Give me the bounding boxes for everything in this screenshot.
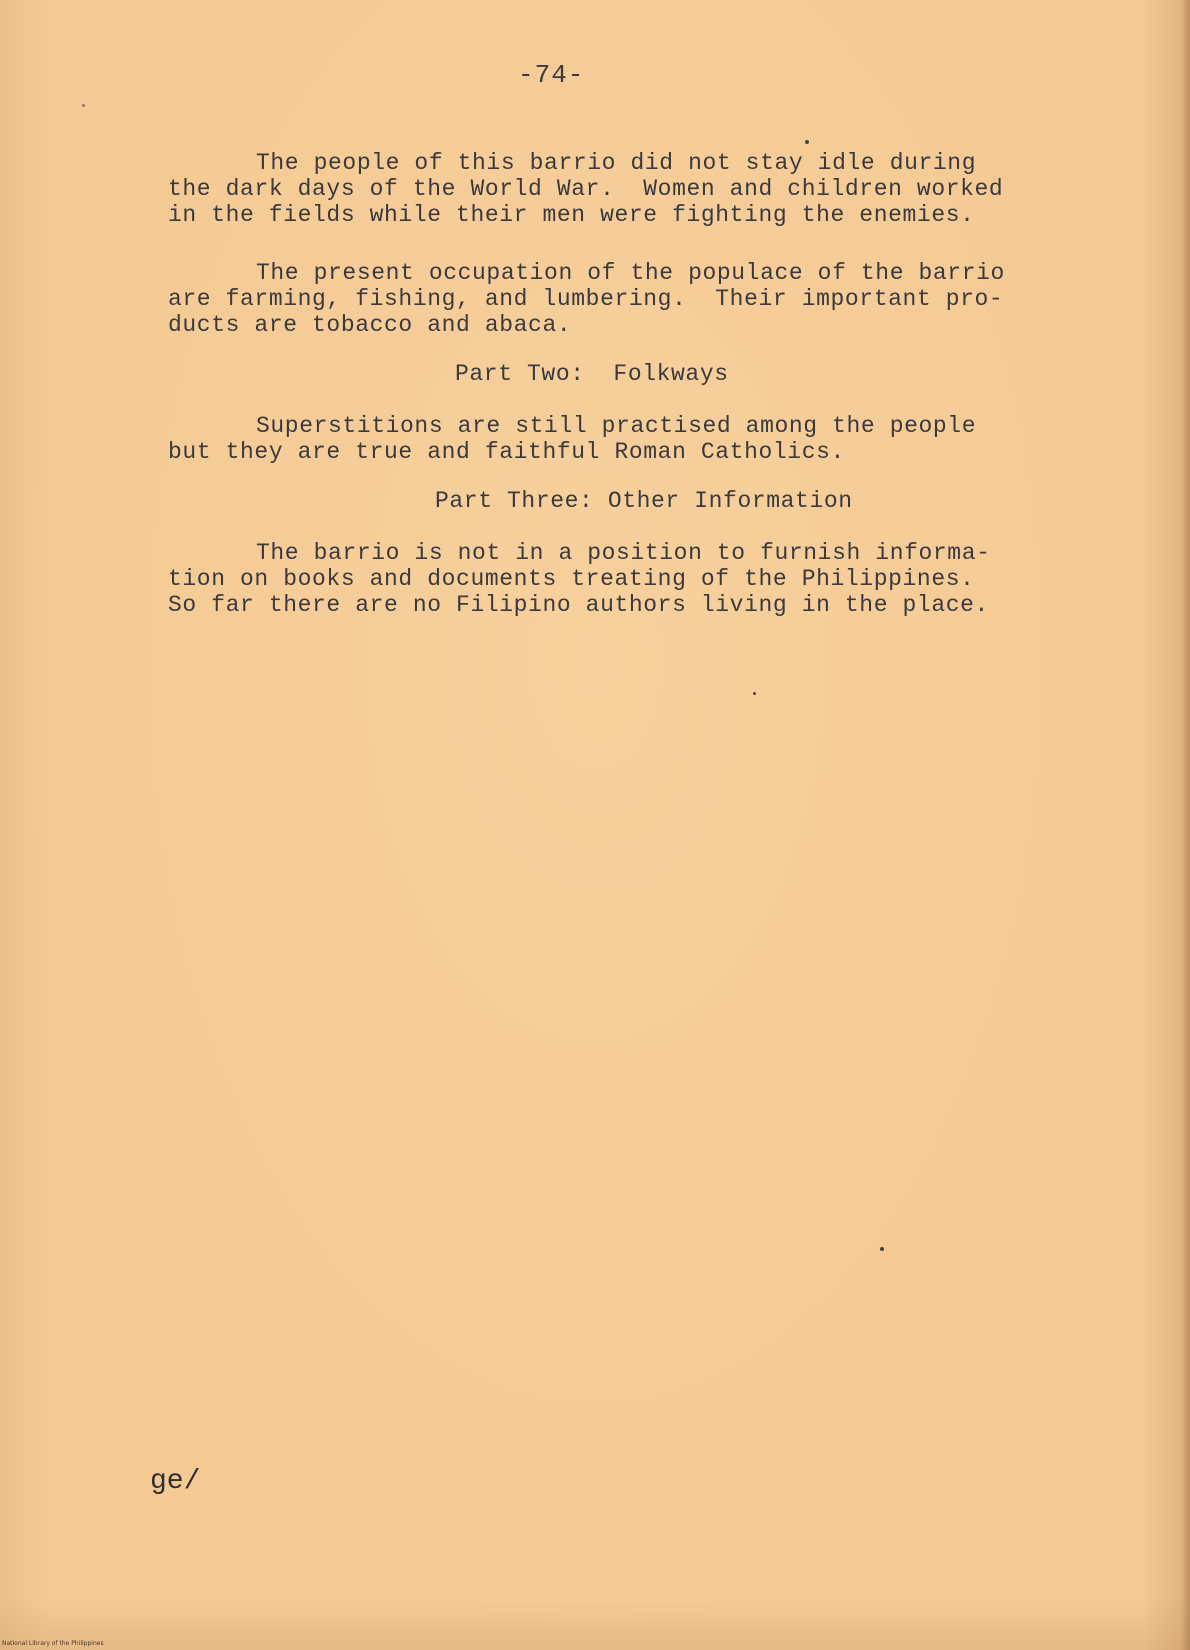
text-line: Superstitions are still practised among the people: [256, 413, 977, 439]
typist-initials: ge/: [150, 1466, 201, 1497]
text-line: but they are true and faithful Roman Catholics.: [168, 439, 845, 465]
text-line: So far there are no Filipino authors living in the place.: [168, 592, 989, 618]
heading-part-two: Part Two: Folkways: [455, 361, 729, 387]
ink-speck: [805, 140, 809, 144]
paragraph-folkways: [168, 413, 1068, 465]
text-line: are farming, fishing, and lumbering. Their important pro-: [168, 286, 1004, 312]
ink-speck: [753, 692, 756, 695]
footer-text: National Library of the Philippines: [2, 1640, 104, 1647]
page-edge-shadow: [1180, 0, 1190, 1650]
ink-speck: [82, 104, 85, 107]
paragraph-occupation: [168, 260, 1068, 338]
text-line: ducts are tobacco and abaca.: [168, 312, 572, 338]
paragraph-other-information: [168, 540, 1068, 618]
ink-speck: [880, 1247, 884, 1251]
text-line: The present occupation of the populace of the barrio: [256, 260, 1005, 286]
heading-part-three: Part Three: Other Information: [435, 488, 853, 514]
text-line: tion on books and documents treating of the Philippines.: [168, 566, 975, 592]
page-number: -74-: [518, 60, 585, 90]
text-line: in the fields while their men were fighting the enemies.: [168, 202, 975, 228]
text-line: The barrio is not in a position to furnish informa-: [256, 540, 991, 566]
text-line: the dark days of the World War. Women and children worked: [168, 176, 1004, 202]
text-line: The people of this barrio did not stay idle during: [256, 150, 977, 176]
paragraph-world-war: [168, 150, 1068, 228]
footer-strip: [0, 1640, 1190, 1650]
